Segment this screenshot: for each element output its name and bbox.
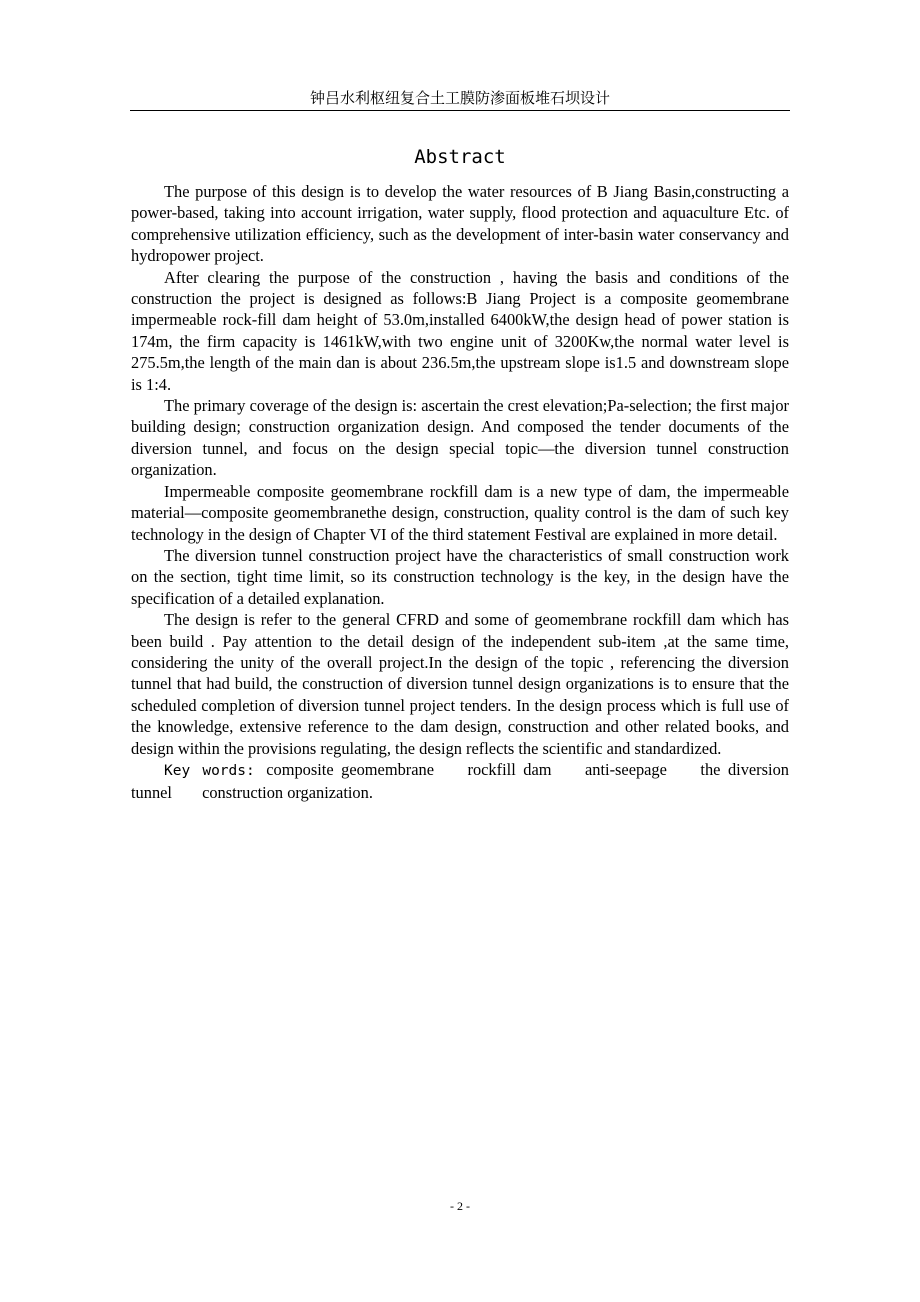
keyword: composite geomembrane [266,759,434,779]
page-number: - 2 - [450,1199,470,1213]
keyword: rockfill dam [467,759,552,779]
keywords-line [131,759,789,804]
running-header: 钟吕水利枢纽复合土工膜防渗面板堆石坝设计 [309,89,610,107]
abstract-paragraph: The diversion tunnel construction project have the characteristics of small construction work on the section, tight time limit, so its construction technology is the key, in the design have the specification of a detailed explanation. [131,545,789,608]
keyword: the diversion tunnel [131,759,789,803]
header-rule [130,110,790,111]
abstract-paragraph: The purpose of this design is to develop the water resources of B Jiang Basin,constructing a power-based, taking into account irrigation, water supply, flood protection and aquaculture Etc. of comprehensive utilization efficiency, such as the development of inter-basin water conservancy and hydropower project. [131,182,789,266]
abstract-body [131,181,789,804]
abstract-title: Abstract [414,146,506,168]
abstract-paragraph: The design is refer to the general CFRD and some of geomembrane rockfill dam which has been build . Pay attention to the detail design of the independent sub-item ,at the same time, considering the unity of the overall project.In the design of the topic , referencing the diversion tunnel that had build, the construction of diversion tunnel design organizations is to ensure that the scheduled completion of diversion tunnel project tenders. In the design process which is full use of the knowledge, extensive reference to the dam design, construction and other related books, and design within the provisions regulating, the design reflects the scientific and standardized. [131,610,789,758]
keywords-label: Key words [164,762,246,779]
keyword: anti-seepage [585,759,667,779]
keyword: construction organization. [202,783,373,803]
keywords-separator: : [246,762,255,779]
abstract-paragraph: The primary coverage of the design is: ascertain the crest elevation;Pa-selection; the first major building design; construction organization design. And composed the tender documents of the diversion tunnel, and focus on the design special topic—the diversion tunnel construction organization. [131,396,789,480]
abstract-paragraph: Impermeable composite geomembrane rockfill dam is a new type of dam, the impermeable material—composite geomembranethe design, construction, quality control is the dam of such key technology in the design of Chapter VI of the third statement Festival are explained in more detail. [131,481,789,544]
abstract-paragraph: After clearing the purpose of the construction , having the basis and conditions of the construction the project is designed as follows:B Jiang Project is a composite geomembrane impermeable rock-fill dam height of 53.0m,installed 6400kW,the design head of power station is 174m, the firm capacity is 1461kW,with two engine unit of 3200Kw,the normal water level is 275.5m,the length of the main dan is about 236.5m,the upstream slope is1.5 and downstream slope is 1:4. [131,267,789,394]
